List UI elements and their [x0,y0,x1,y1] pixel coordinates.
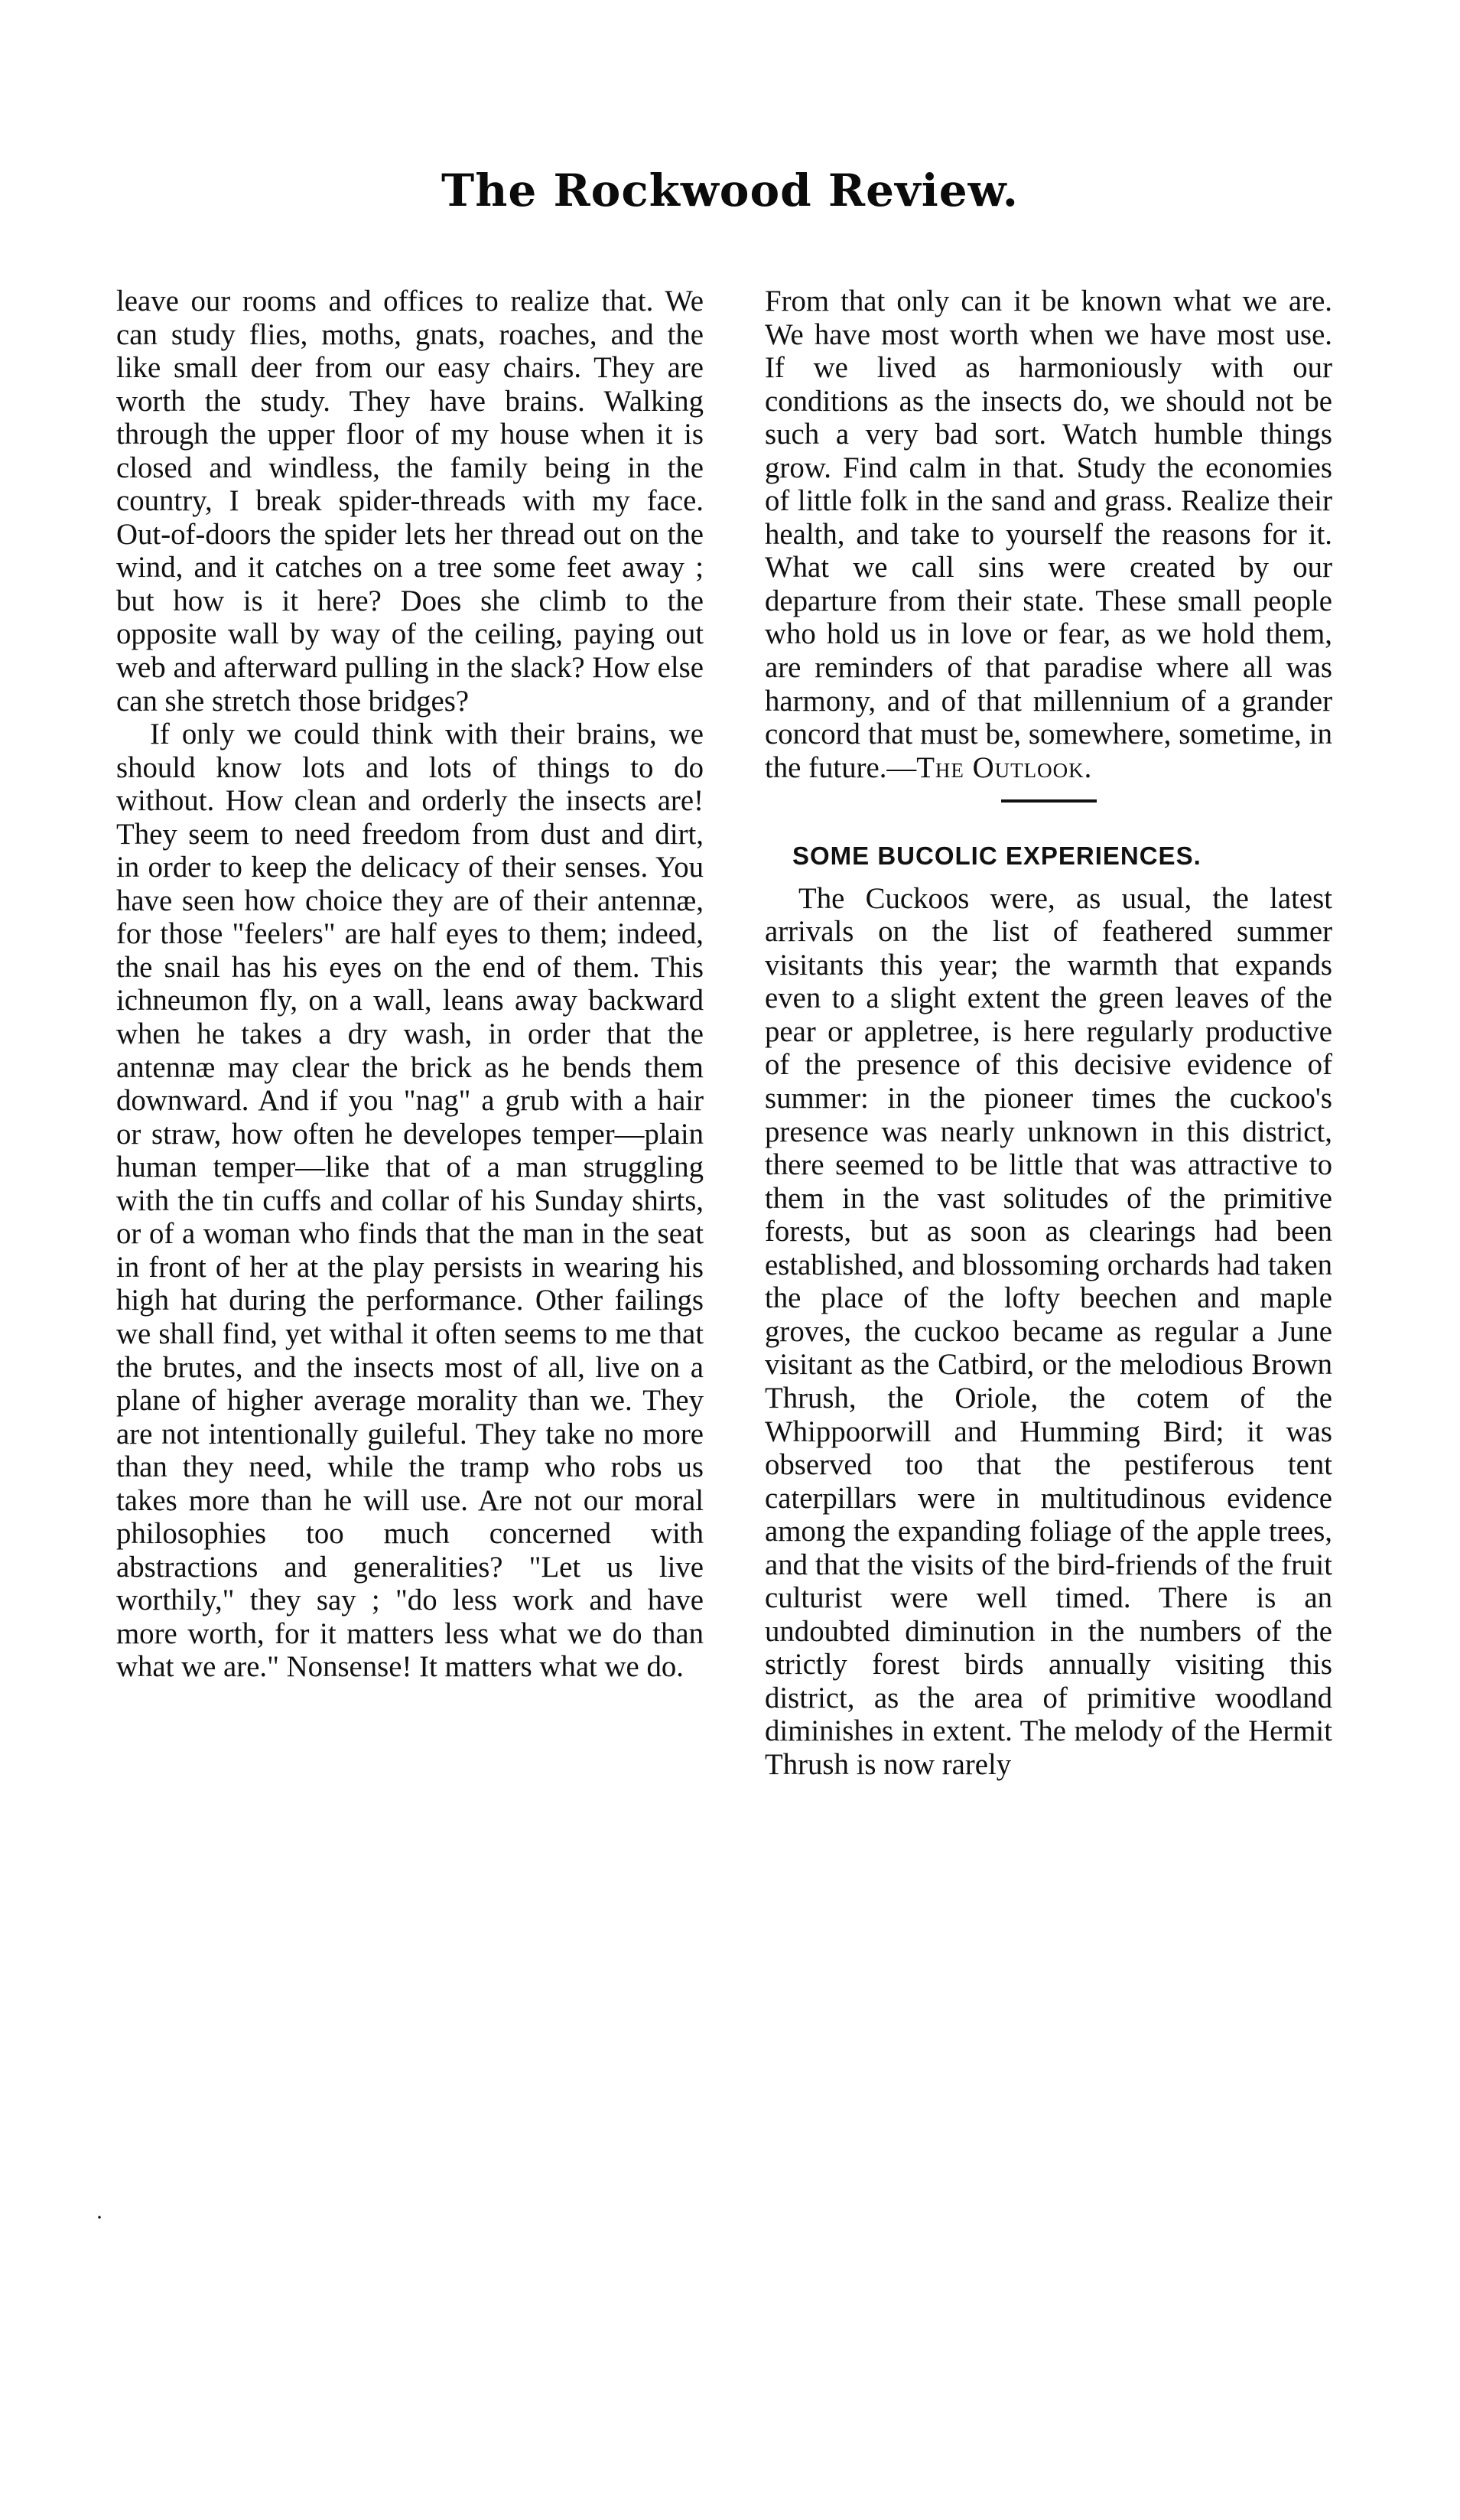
right-paragraph-1 [765,285,1332,784]
margin-mark: · [96,2205,103,2230]
source-credit: The Outlook. [916,750,1093,784]
section-rule [1001,799,1097,803]
left-column [116,285,704,1684]
left-paragraph-2: If only we could think with their brains, we should know lots and lots of things to do without. How clean and orderly the insects are! They seem to need freedom from dust and dirt, in order to keep the delicacy of their senses. You have seen how choice they are of their antennæ, for those "feelers" are half eyes to them; indeed, the snail has his eyes on the end of them. This ichneumon fly, on a wall, leans away backward when he takes a dry wash, in order that the antennæ may clear the brick as he bends them downward. And if you "nag" a grub with a hair or straw, how often he developes temper—plain human temper—like that of a man struggling with the tin cuffs and collar of his Sunday shirts, or of a woman who finds that the man in the seat in front of her at the play persists in wearing his high hat during the performance. Other failings we shall find, yet withal it often seems to me that the brutes, and the insects most of all, live on a plane of higher average morality than we. They are not intentionally guileful. They take no more than they need, while the tramp who robs us takes more than he will use. Are not our moral philosophies too much concerned with abstractions and generalities? "Let us live worthily," they say ; "do less work and have more worth, for it matters less what we do than what we are." Nonsense! It matters what we do. [116,718,704,1684]
right-column [765,285,1332,1782]
left-paragraph-1: leave our rooms and offices to realize that. We can study flies, moths, gnats, roaches, and the like small deer from our easy chairs. They are worth the study. They have brains. Walking through the upper floor of my house when it is closed and windless, the family being in the country, I break spider-threads with my face. Out-of-doors the spider lets her thread out on the wind, and it catches on a tree some feet away ; but how is it here? Does she climb to the opposite wall by way of the ceiling, paying out web and afterward pulling in the slack? How else can she stretch those bridges? [116,285,704,718]
right-paragraph-2: The Cuckoos were, as usual, the latest arrivals on the list of feathered summer visitants this year; the warmth that expands even to a slight extent the green leaves of the pear or appletree, is here regularly productive of the presence of this decisive evidence of summer: in the pioneer times the cuckoo's presence was nearly unknown in this district, there seemed to be little that was attractive to them in the vast solitudes of the primitive forests, but as soon as clearings had been established, and blossoming orchards had taken the place of the lofty beechen and maple groves, the cuckoo became as regular a June visitant as the Catbird, or the melodious Brown Thrush, the Oriole, the cotem of the Whippoorwill and Humming Bird; it was observed too that the pestiferous tent caterpillars were in multitudinous evidence among the expanding foliage of the apple trees, and that the visits of the bird-friends of the fruit culturist were well timed. There is an undoubted diminution in the numbers of the strictly forest birds annually visiting this district, as the area of primitive woodland diminishes in extent. The melody of the Hermit Thrush is now rarely [765,881,1332,1781]
article-heading: SOME BUCOLIC EXPERIENCES. [792,842,1201,871]
masthead: The Rockwood Review. [441,164,1019,217]
article-ending: From that only can it be known what we are. We have most worth when we have most use. If we lived as harmoniously with our conditions as the insects do, we should not be such a very bad sort. Watch humble things grow. Find calm in that. Study the economies of little folk in the sand and grass. Realize their health, and take to yourself the reasons for it. What we call sins were created by our departure from their state. These small people who hold us in love or fear, as we hold them, are reminders of that paradise where all was harmony, and of that millennium of a grander concord that must be, somewhere, sometime, in the future.— [765,285,1332,784]
